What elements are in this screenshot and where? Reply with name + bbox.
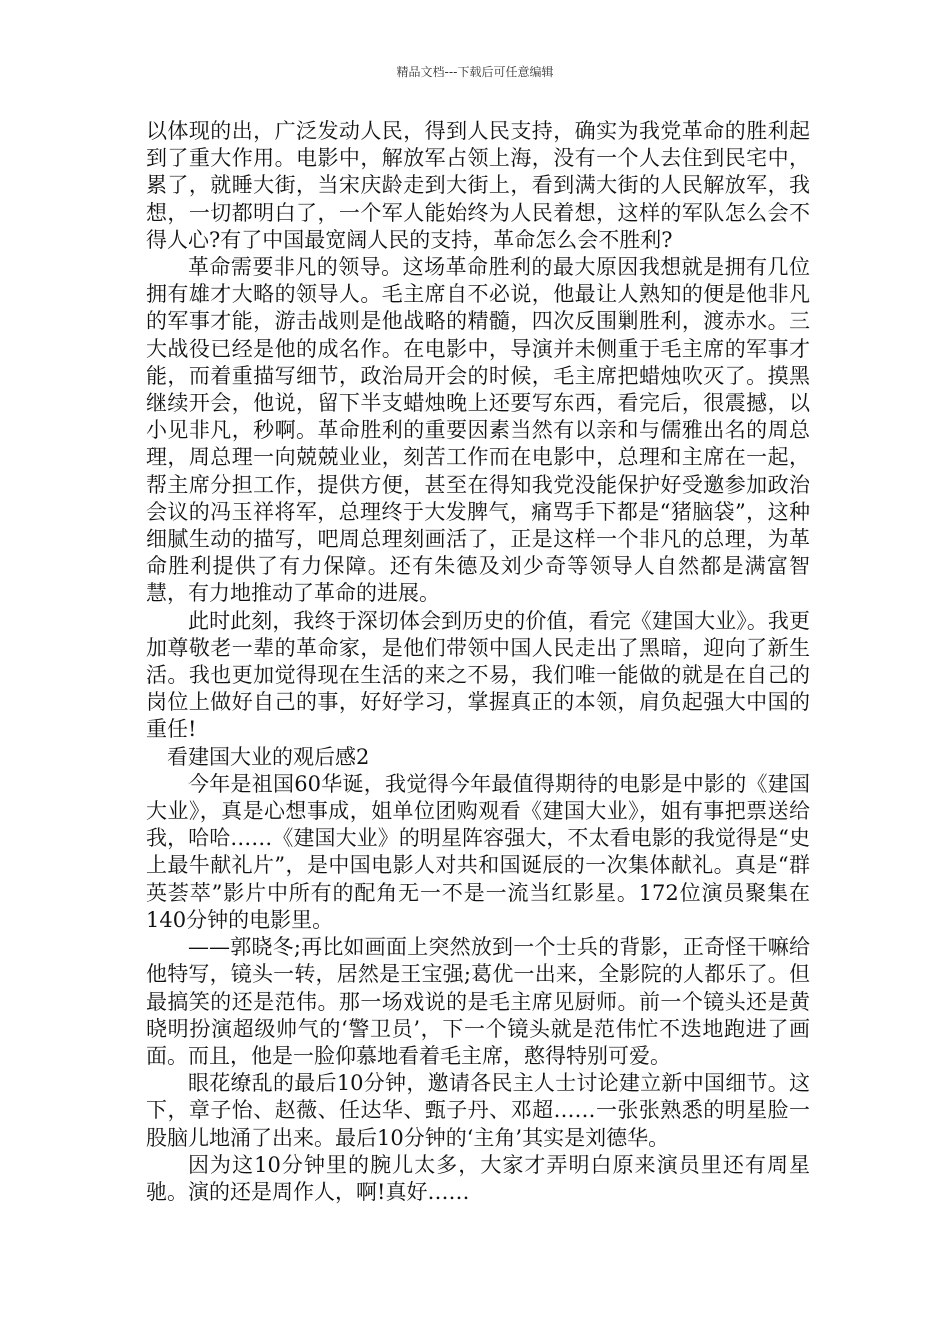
page-header: 精品文档---下载后可任意编辑 — [396, 65, 554, 79]
paragraph: ——郭晓冬;再比如画面上突然放到一个士兵的背影，正奇怪干嘛给他特写，镜头一转，居然是王宝强;葛优一出来，全影院的人都乐了。但最搞笑的还是范伟。那一场戏说的是毛主席见厨师。前一个镜头还是黄晓明扮演超级帅气的‘警卫员’，下一个镜头就是范伟忙不迭地跑进了画面。而且，他是一脸仰慕地看着毛主席，憨得特别可爱。 — [146, 935, 810, 1068]
paragraph: 眼花缭乱的最后10分钟，邀请各民主人士讨论建立新中国细节。这下，章子怡、赵薇、任达华、甄子丹、邓超……一张张熟悉的明星脸一股脑儿地涌了出来。最后10分钟的‘主角’其实是刘德华。 — [146, 1071, 810, 1150]
paragraph: 以体现的出，广泛发动人民，得到人民支持，确实为我党革命的胜利起到了重大作用。电影中，解放军占领上海，没有一个人去住到民宅中，累了，就睡大街，当宋庆龄走到大街上，看到满大街的人民解放军，我想，一切都明白了，一个军人能始终为人民着想，这样的军队怎么会不得人心?有了中国最宽阔人民的支持，革命怎么会不胜利? — [146, 119, 810, 252]
paragraph: 此时此刻，我终于深切体会到历史的价值，看完《建国大业》。我更加尊敬老一辈的革命家，是他们带领中国人民走出了黑暗，迎向了新生活。我也更加觉得现在生活的来之不易，我们唯一能做的就是在自己的岗位上做好自己的事，好好学习，掌握真正的本领，肩负起强大中国的重任! — [146, 608, 810, 742]
paragraph: 今年是祖国60华诞，我觉得今年最值得期待的电影是中影的《建国大业》，真是心想事成，姐单位团购观看《建国大业》，姐有事把票送给我，哈哈……《建国大业》的明星阵容强大，不太看电影的我觉得是“史上最牛献礼片”，是中国电影人对共和国诞辰的一次集体献礼。真是“群英荟萃”影片中所有的配角无一不是一流当红影星。172位演员聚集在140分钟的电影里。 — [146, 771, 810, 932]
paragraph: 因为这10分钟里的腕儿太多，大家才弄明白原来演员里还有周星驰。演的还是周作人，啊!真好…… — [146, 1152, 810, 1204]
section-heading: 看建国大业的观后感2 — [167, 744, 370, 769]
document-body — [146, 118, 810, 1206]
paragraph: 革命需要非凡的领导。这场革命胜利的最大原因我想就是拥有几位拥有雄才大略的领导人。毛主席自不必说，他最让人熟知的便是他非凡的军事才能，游击战则是他战略的精髓，四次反围剿胜利，渡赤水。三大战役已经是他的成名作。在电影中，导演并未侧重于毛主席的军事才能，而着重描写细节，政治局开会的时候，毛主席把蜡烛吹灭了。摸黑继续开会，他说，留下半支蜡烛晚上还要写东西，看完后，很震撼，以小见非凡，秒啊。革命胜利的重要因素当然有以亲和与儒雅出名的周总理，周总理一向兢兢业业，刻苦工作而在电影中，总理和主席在一起，帮主席分担工作，提供方便，甚至在得知我党没能保护好受邀参加政治会议的冯玉祥将军，总理终于大发脾气，痛骂手下都是“猪脑袋”，这种细腻生动的描写，吧周总理刻画活了，正是这样一个非凡的总理，为革命胜利提供了有力保障。还有朱德及刘少奇等领导人自然都是满富智慧，有力地推动了革命的进展。 — [146, 255, 810, 606]
